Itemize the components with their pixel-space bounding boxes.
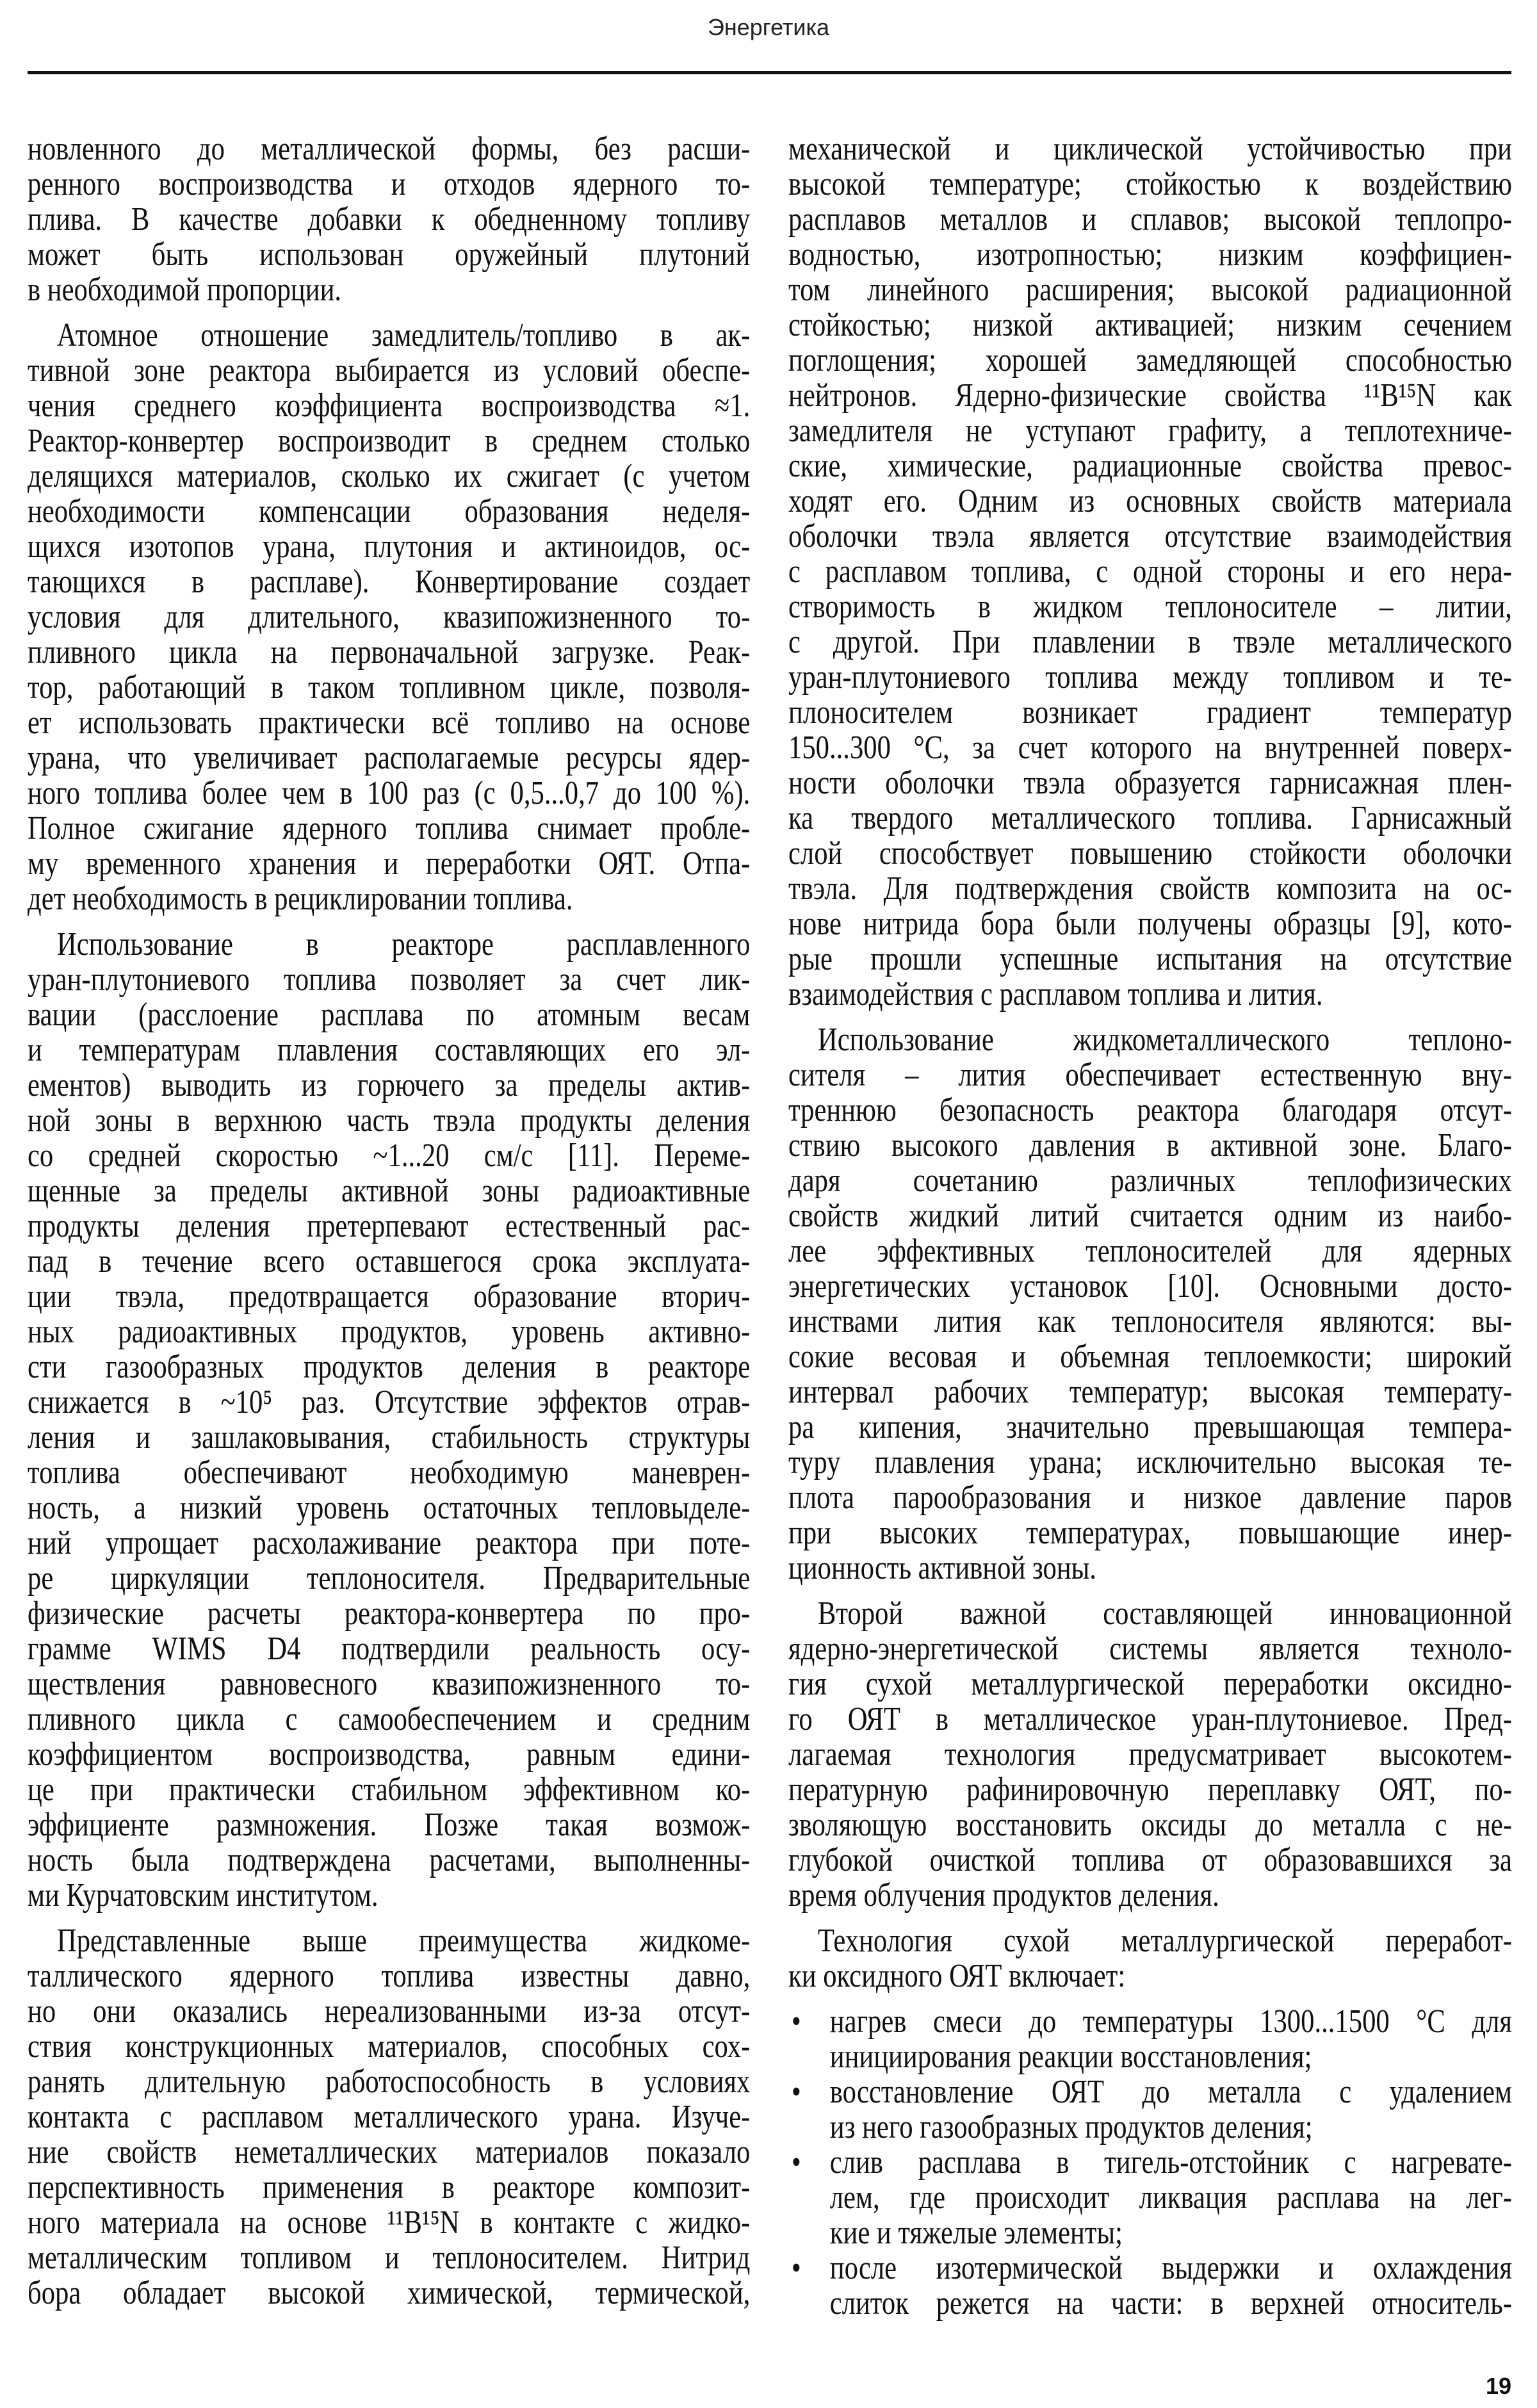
left-column xyxy=(28,131,750,2321)
list-item xyxy=(788,2145,1512,2250)
text-line: кие и тяжелые элементы; xyxy=(829,2215,1123,2251)
text-line: ет использовать практически всё топливо на основе xyxy=(28,704,751,741)
bullet-icon: • xyxy=(791,2074,801,2110)
text-line: инствами лития как теплоносителя являются: вы- xyxy=(788,1303,1512,1340)
paragraph xyxy=(28,131,750,307)
text-line: делящихся материалов, сколько их сжигает (с учетом xyxy=(28,458,751,494)
text-line: глубокой очисткой топлива от образовавшихся за xyxy=(788,1842,1512,1878)
text-line: с расплавом топлива, с одной стороны и его нера- xyxy=(788,553,1512,590)
text-line: зволяющую восстановить оксиды до металла с не- xyxy=(788,1807,1512,1843)
text-line: инициирования реакции восстановления; xyxy=(829,2038,1312,2075)
text-line: со средней скоростью ~1...20 см/с [11]. Переме- xyxy=(28,1137,751,1174)
text-line: рые прошли успешные испытания на отсутствие xyxy=(788,941,1512,977)
text-line: му временного хранения и переработки ОЯТ. Отпа- xyxy=(28,845,751,882)
text-line: вации (расслоение расплава по атомным весам xyxy=(28,997,751,1033)
text-line: после изотермической выдержки и охлаждения xyxy=(829,2250,1512,2286)
text-line: Представленные выше преимущества жидкоме- xyxy=(56,1923,751,1959)
text-line: щихся изотопов урана, плутония и актиноидов, ос- xyxy=(28,528,751,565)
text-line: ления и зашлаковывания, стабильность структуры xyxy=(28,1419,751,1456)
text-line: слив расплава в тигель-отстойник с нагревате- xyxy=(829,2144,1512,2181)
text-line: ционность активной зоны. xyxy=(788,1550,1096,1586)
text-line: восстановление ОЯТ до металла с удалением xyxy=(829,2074,1512,2110)
text-line: тор, работающий в таком топливном цикле, позволя- xyxy=(28,669,751,706)
text-line: в необходимой пропорции. xyxy=(28,272,342,308)
text-line: грамме WIMS D4 подтвердили реальность осу- xyxy=(28,1631,751,1667)
text-line: туру плавления урана; исключительно высокая те- xyxy=(788,1444,1512,1481)
text-line: необходимости компенсации образования неделя- xyxy=(28,493,751,530)
text-line: пад в течение всего оставшегося срока эксплуата- xyxy=(28,1243,751,1280)
text-line: плоносителем возникает градиент температур xyxy=(788,694,1512,731)
text-line: стойкостью; низкой активацией; низким сечением xyxy=(788,307,1512,343)
text-line: ного топлива более чем в 100 раз (с 0,5...0,7 до 100 %). xyxy=(28,775,751,811)
page-number: 19 xyxy=(1485,2373,1511,2399)
text-line: Технология сухой металлургической переработ- xyxy=(817,1923,1512,1959)
paragraph xyxy=(788,1596,1512,1913)
text-line: тивной зоне реактора выбирается из условий обеспе- xyxy=(28,352,751,389)
text-line: новленного до металлической формы, без расши- xyxy=(28,131,751,167)
text-line: энергетических установок [10]. Основными досто- xyxy=(788,1268,1512,1305)
text-line: и температурам плавления составляющих его эл- xyxy=(28,1032,751,1068)
text-line: тающихся в расплаве). Конвертирование создает xyxy=(28,564,751,600)
text-line: нагрев смеси до температуры 1300...1500 °С для xyxy=(829,2003,1512,2040)
bullet-icon: • xyxy=(791,2003,801,2040)
text-line: ных радиоактивных продуктов, уровень активно- xyxy=(28,1314,751,1350)
text-line: слой способствует повышению стойкости оболочки xyxy=(788,835,1512,872)
text-line: пературную рафинировочную переплавку ОЯТ, по- xyxy=(788,1771,1512,1808)
text-line: ские, химические, радиационные свойства превос- xyxy=(788,448,1512,484)
text-line: таллического ядерного топлива известны давно, xyxy=(28,1958,751,1994)
text-line: ции твэла, предотвращается образование вторич- xyxy=(28,1278,751,1315)
paragraph xyxy=(28,318,750,916)
text-line: Использование в реакторе расплавленного xyxy=(56,926,751,963)
text-line: механической и циклической устойчивостью при xyxy=(788,131,1512,167)
text-line: оболочки твэла является отсутствие взаимодействия xyxy=(788,518,1512,555)
text-line: гия сухой металлургической переработки оксидно- xyxy=(788,1666,1512,1702)
text-line: нейтронов. Ядерно-физические свойства ¹¹B¹⁵N как xyxy=(788,377,1512,414)
text-line: лагаемая технология предусматривает высокотем- xyxy=(788,1736,1512,1773)
text-line: интервал рабочих температур; высокая температу- xyxy=(788,1374,1512,1410)
text-line: ходят его. Одним из основных свойств материала xyxy=(788,483,1512,519)
bullet-list xyxy=(788,2004,1512,2321)
text-line: ного материала на основе ¹¹B¹⁵N в контакте с жидко- xyxy=(28,2204,751,2241)
text-line: Реактор-конвертер воспроизводит в среднем столько xyxy=(28,423,751,459)
text-line: ементов) выводить из горючего за пределы актив- xyxy=(28,1067,751,1103)
bullet-icon: • xyxy=(791,2250,801,2286)
text-line: слиток режется на части: в верхней относитель- xyxy=(829,2285,1512,2322)
text-line: перспективность применения в реакторе композит- xyxy=(28,2169,751,2206)
text-line: сокие весовая и объемная теплоемкости; широкий xyxy=(788,1338,1512,1375)
text-line: ядерно-энергетической системы является техноло- xyxy=(788,1631,1512,1667)
text-line: пливного цикла на первоначальной загрузке. Реак- xyxy=(28,634,751,671)
text-line: пливного цикла с самообеспечением и средним xyxy=(28,1701,751,1737)
text-line: урана, что увеличивает располагаемые ресурсы ядер- xyxy=(28,740,751,776)
text-line: ки оксидного ОЯТ включает: xyxy=(788,1958,1126,1994)
text-line: ренного воспроизводства и отходов ядерного то- xyxy=(28,166,751,202)
text-line: свойств жидкий литий считается одним из наибо- xyxy=(788,1198,1512,1234)
text-line: це при практически стабильном эффективном ко- xyxy=(28,1771,751,1808)
right-column xyxy=(788,131,1512,2321)
running-header: Энергетика xyxy=(707,14,830,40)
text-line: замедлителя не уступают графиту, а теплотехниче- xyxy=(788,412,1512,449)
text-line: го ОЯТ в металлическое уран-плутониевое. Пред- xyxy=(788,1701,1512,1737)
text-line: время облучения продуктов деления. xyxy=(788,1877,1219,1914)
text-line: нове нитрида бора были получены образцы [9], кото- xyxy=(788,906,1512,942)
text-line: при высоких температурах, повышающие инер- xyxy=(788,1515,1512,1551)
text-line: высокой температуре; стойкостью к воздействию xyxy=(788,166,1512,202)
text-line: Атомное отношение замедлитель/топливо в ак- xyxy=(56,317,751,354)
text-line: продукты деления претерпевают естественный рас- xyxy=(28,1208,751,1244)
text-line: уран-плутониевого топлива между топливом и те- xyxy=(788,659,1512,696)
text-line: ре циркуляции теплоносителя. Предварительные xyxy=(28,1560,751,1597)
text-line: ной зоны в верхнюю часть твэла продукты деления xyxy=(28,1102,751,1139)
text-line: ка твердого металлического топлива. Гарнисажный xyxy=(788,800,1512,836)
text-line: физические расчеты реактора-конвертера по про- xyxy=(28,1595,751,1632)
text-line: ми Курчатовским институтом. xyxy=(28,1877,378,1914)
text-line: ний упрощает расхолаживание реактора при поте- xyxy=(28,1525,751,1561)
text-line: створимость в жидком теплоносителе – литии, xyxy=(788,589,1512,625)
bullet-icon: • xyxy=(791,2144,801,2181)
text-line: может быть использован оружейный плутоний xyxy=(28,236,751,273)
paragraph xyxy=(788,1923,1512,1994)
text-line: том линейного расширения; высокой радиационной xyxy=(788,272,1512,308)
text-line: плота парообразования и низкое давление паров xyxy=(788,1479,1512,1516)
text-line: сти газообразных продуктов деления в реакторе xyxy=(28,1349,751,1385)
text-line: лем, где происходит ликвация расплава на лег- xyxy=(829,2179,1512,2216)
text-line: сителя – лития обеспечивает естественную вну- xyxy=(788,1057,1512,1093)
text-line: взаимодействия с расплавом топлива и лития. xyxy=(788,976,1323,1013)
text-line: условия для длительного, квазипожизненного то- xyxy=(28,599,751,635)
list-item xyxy=(788,2250,1512,2321)
text-line: плива. В качестве добавки к обедненному топливу xyxy=(28,201,751,238)
text-line: дет необходимость в рециклировании топлива. xyxy=(28,881,573,917)
paragraph xyxy=(788,131,1512,1012)
text-line: расплавов металлов и сплавов; высокой теплопро- xyxy=(788,201,1512,238)
text-line: бора обладает высокой химической, термической, xyxy=(28,2275,751,2311)
text-line: топлива обеспечивают необходимую маневрен- xyxy=(28,1454,751,1491)
text-line: с другой. При плавлении в твэле металлического xyxy=(788,624,1512,660)
text-line: Использование жидкометаллического теплоно- xyxy=(817,1021,1512,1058)
text-line: ра кипения, значительно превышающая темпера- xyxy=(788,1409,1512,1445)
header-rule xyxy=(28,71,1511,74)
list-item xyxy=(788,2004,1512,2074)
text-line: контакта с расплавом металлического урана. Изуче- xyxy=(28,2099,751,2135)
text-line: ности оболочки твэла образуется гарнисажная плен- xyxy=(788,765,1512,801)
list-item xyxy=(788,2074,1512,2145)
text-line: ность была подтверждена расчетами, выполненны- xyxy=(28,1842,751,1878)
text-line: ранять длительную работоспособность в условиях xyxy=(28,2063,751,2100)
text-line: снижается в ~10⁵ раз. Отсутствие эффектов отрав- xyxy=(28,1384,751,1420)
text-line: ние свойств неметаллических материалов показало xyxy=(28,2134,751,2170)
text-line: ность, а низкий уровень остаточных тепловыделе- xyxy=(28,1490,751,1526)
text-line: Второй важной составляющей инновационной xyxy=(817,1595,1512,1632)
text-line: ствия конструкционных материалов, способных сох- xyxy=(28,2028,751,2065)
text-line: но они оказались нереализованными из-за отсут- xyxy=(28,1993,751,2030)
text-line: чения среднего коэффициента воспроизводства ≈1. xyxy=(28,387,751,424)
text-line: ществления равновесного квазипожизненного то- xyxy=(28,1666,751,1702)
text-line: эффициенте размножения. Позже такая возмож- xyxy=(28,1807,751,1843)
paragraph xyxy=(28,927,750,1913)
paragraph xyxy=(788,1022,1512,1586)
text-line: коэффициентом воспроизводства, равным едини- xyxy=(28,1736,751,1773)
text-line: 150...300 °С, за счет которого на внутренней поверх- xyxy=(788,729,1512,766)
text-line: металлическим топливом и теплоносителем. Нитрид xyxy=(28,2240,751,2276)
text-line: поглощения; хорошей замедляющей способностью xyxy=(788,342,1512,378)
paragraph xyxy=(28,1923,750,2311)
text-line: из него газообразных продуктов деления; xyxy=(829,2109,1313,2145)
text-line: ствию высокого давления в активной зоне. Благо- xyxy=(788,1127,1512,1164)
text-line: Полное сжигание ядерного топлива снимает пробле- xyxy=(28,810,751,847)
text-line: твэла. Для подтверждения свойств композита на ос- xyxy=(788,870,1512,907)
text-line: даря сочетанию различных теплофизических xyxy=(788,1162,1512,1199)
text-line: лее эффективных теплоносителей для ядерных xyxy=(788,1233,1512,1269)
text-line: водностью, изотропностью; низким коэффициен- xyxy=(788,236,1512,273)
text-line: треннюю безопасность реактора благодаря отсут- xyxy=(788,1092,1512,1128)
text-line: щенные за пределы активной зоны радиоактивные xyxy=(28,1173,751,1209)
text-line: уран-плутониевого топлива позволяет за счет лик- xyxy=(28,961,751,998)
